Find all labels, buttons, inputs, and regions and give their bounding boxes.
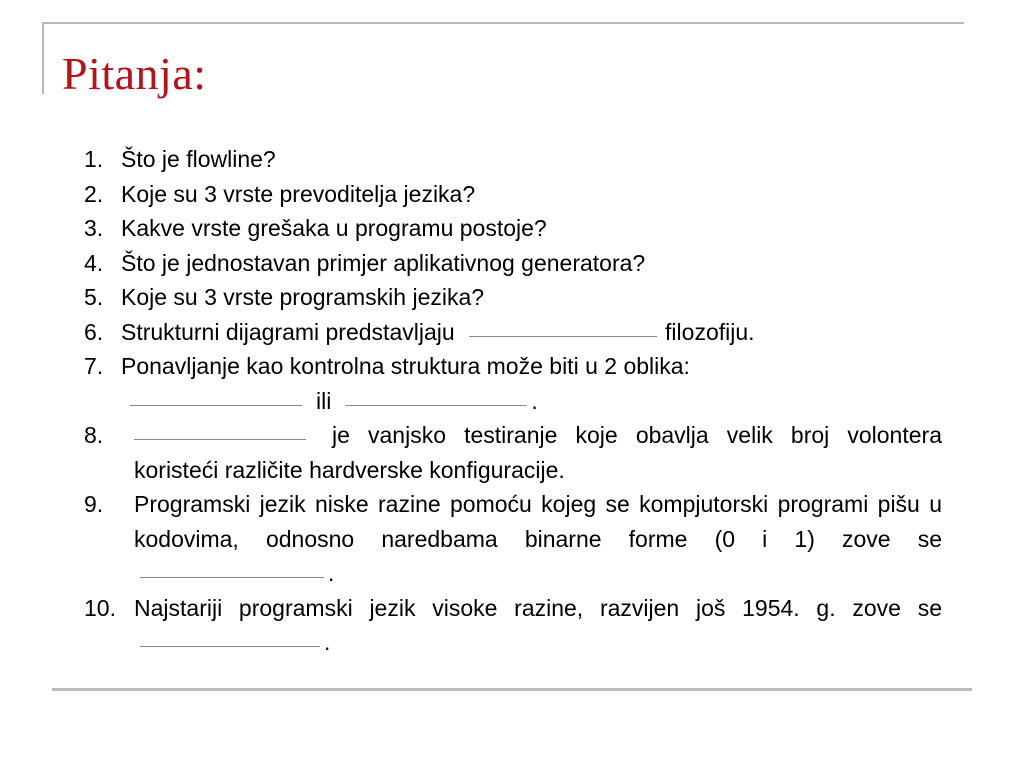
question-text-middle: ili: [316, 387, 332, 414]
question-text: Kakve vrste grešaka u programu postoje?: [121, 215, 547, 241]
question-1: [84, 142, 942, 177]
answer-blank: [130, 405, 302, 406]
question-number: 1.: [84, 146, 104, 172]
frame-bottom-line: [52, 688, 972, 691]
question-number: 2.: [84, 180, 104, 207]
question-10: [84, 591, 942, 660]
question-2: [84, 177, 942, 212]
question-text: Što je jednostavan primjer aplikativnog generatora?: [121, 249, 646, 276]
question-5: [84, 280, 942, 315]
question-7: [84, 349, 942, 384]
question-number: 6.: [84, 318, 104, 345]
question-number: 5.: [84, 284, 104, 310]
question-number: 3.: [84, 215, 104, 241]
question-4: [84, 246, 942, 281]
question-3: [84, 211, 942, 246]
question-text-end: filozofiju.: [665, 318, 755, 345]
answer-blank: [140, 577, 324, 578]
question-text-end: .: [328, 560, 335, 586]
question-text: Programski jezik niske razine pomoću kojeg se kompjutorski programi pišu u kodovima, odnosno naredbama binarne forme (0 i 1) zove se: [134, 491, 942, 552]
answer-blank: [469, 336, 657, 337]
question-7-continuation: [84, 384, 942, 419]
question-6: [84, 315, 942, 350]
question-number: 7.: [84, 353, 104, 379]
answer-blank: [140, 646, 320, 647]
question-number: 8.: [84, 422, 104, 448]
question-9: [84, 487, 942, 591]
slide-title: Pitanja:: [62, 48, 207, 99]
question-text: Koje su 3 vrste programskih jezika?: [121, 284, 485, 310]
answer-blank: [345, 405, 527, 406]
question-number: 10.: [84, 594, 116, 621]
question-number: 9.: [84, 491, 104, 517]
question-text: Strukturni dijagrami predstavljaju: [121, 318, 455, 345]
question-text-end: .: [324, 629, 331, 655]
question-text: Koje su 3 vrste prevoditelja jezika?: [121, 180, 476, 207]
frame-left-line: [42, 22, 44, 94]
frame-top-line: [42, 22, 964, 24]
question-list: [84, 142, 942, 660]
question-text: Što je flowline?: [121, 146, 276, 172]
question-text-end: .: [531, 387, 538, 414]
question-text: je vanjsko testiranje koje obavlja velik broj volontera koristeći različite hardverske konfiguracije.: [134, 422, 942, 483]
answer-blank: [134, 439, 306, 440]
question-text: Ponavljanje kao kontrolna struktura može biti u 2 oblika:: [121, 353, 690, 379]
question-8: [84, 418, 942, 487]
question-number: 4.: [84, 249, 104, 276]
question-text: Najstariji programski jezik visoke razine, razvijen još 1954. g. zove se: [134, 594, 942, 621]
